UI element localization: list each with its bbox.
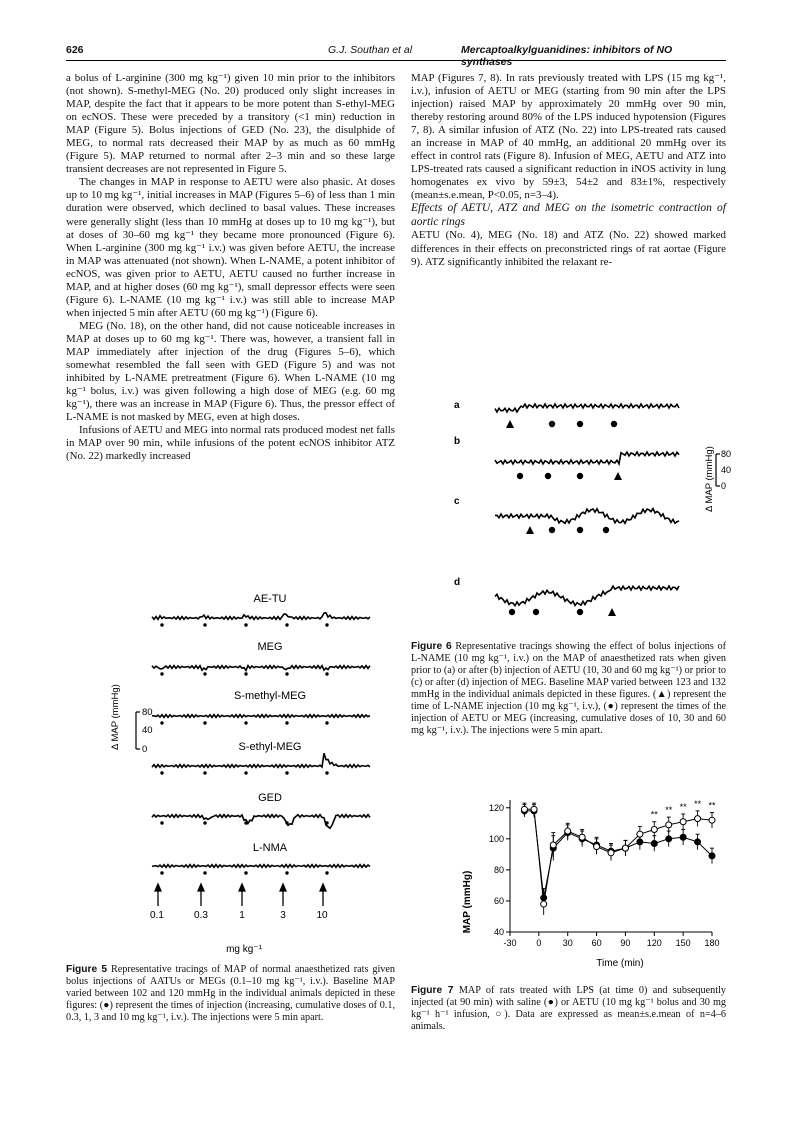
dose-arrow-head — [280, 884, 286, 891]
figure-5-trace-4 — [152, 815, 370, 829]
data-point — [594, 844, 600, 850]
injection-dot — [285, 623, 288, 626]
injection-dot — [285, 771, 288, 774]
l-name-triangle — [506, 420, 514, 428]
injection-dot — [517, 473, 523, 479]
trace-label-ged: GED — [258, 792, 282, 804]
figure-5-trace-3 — [152, 753, 370, 767]
injection-dot — [244, 771, 247, 774]
data-point — [680, 834, 686, 840]
left-paragraph-3: MEG (No. 18), on the other hand, did not cause noticeable increases in MAP at doses up to 60 mg kg⁻¹. There was, however, a transient fall in MAP immediately after injection of the drug (Figures 5–6), which somewhat resembled the fall seen with GED (Figure 5) and was not inhibited by L-NAME pretreatment (Figure 6). When L-NAME (10 mg kg⁻¹ bolus, i.v.) was given following a high dose of MEG (e.g. 60 mg kg⁻¹), there was an increase in MAP (Figure 6). Thus, the pressor effect of L-NAME is not masked by MEG, even at high doses. — [66, 319, 395, 424]
trace-label-l-nma: L-NMA — [252, 842, 288, 854]
injection-dot — [509, 609, 515, 615]
data-point — [579, 834, 585, 840]
significance-marker: ** — [679, 801, 687, 812]
figure-7-caption-label: Figure 7 — [411, 985, 454, 996]
injection-dot — [160, 871, 163, 874]
x-tick-label: 150 — [675, 938, 691, 948]
injection-dot — [577, 473, 583, 479]
injection-dot — [160, 672, 163, 675]
trace-label-aetu: AE-TU — [253, 593, 287, 605]
figure-5-caption-label: Figure 5 — [66, 964, 108, 975]
dose-label-3: 3 — [280, 910, 286, 921]
y-tick-label: 80 — [493, 864, 504, 875]
data-point — [637, 831, 643, 837]
left-paragraph-1: a bolus of L-arginine (300 mg kg⁻¹) given 10 min prior to the inhibitors (not shown). S-methyl-MEG (No. 20) produced only slight increases in MAP, despite the fact that it appears to be more potent than S-ethyl-MEG on ecNOS. These were preceded by a transitory (<1 min) reduction in MAP (Figure 5). Bolus injections of GED (No. 23), the disulphide of MEG, to normal rats decreased their MAP by as much as 60 mmHg (Figure 5). MAP returned to normal after 2–3 min and so these large transient decreases are not represented in Figure 5. — [66, 72, 395, 176]
injection-dot — [160, 721, 163, 724]
figure-7-caption — [411, 985, 726, 1033]
data-point — [541, 901, 547, 907]
figure-5-trace-2 — [152, 715, 370, 718]
injection-dot — [203, 771, 206, 774]
injection-dot — [160, 771, 163, 774]
running-title: Mercaptoalkylguanidines: inhibitors of NO synthases — [461, 44, 673, 68]
x-tick-label: 60 — [591, 938, 602, 948]
data-point — [695, 816, 701, 822]
injection-dot — [244, 721, 247, 724]
data-point — [666, 836, 672, 842]
y-tick-label: 100 — [488, 833, 504, 844]
injection-dot — [325, 672, 328, 675]
running-author: G.J. Southan et al — [328, 44, 413, 56]
data-point — [565, 828, 571, 834]
panel-label-b: b — [454, 436, 461, 447]
x-tick-label: 0 — [536, 938, 542, 948]
injection-dot — [203, 623, 206, 626]
dose-arrow-head — [320, 884, 326, 891]
scale-tick-0: 0 — [142, 744, 148, 755]
significance-marker: ** — [694, 798, 702, 809]
data-point — [666, 822, 672, 828]
data-point — [651, 827, 657, 833]
l-name-triangle — [608, 608, 616, 616]
figure-5 — [110, 588, 400, 960]
injection-dot — [549, 421, 555, 427]
l-name-triangle — [526, 526, 534, 534]
scale-tick-0: 0 — [721, 481, 727, 491]
figure-7-caption-text: MAP of rats treated with LPS (at time 0) and subsequently injected (at 90 min) with saline (●) or AETU (10 mg kg⁻¹ bolus and 30 mg kg⁻¹ h⁻¹ infusion, ○). Data are expressed as mean±s.e.mean of n=4–6 animals. — [411, 985, 726, 1032]
injection-dot — [203, 821, 206, 824]
right-paragraph-1: MAP (Figures 7, 8). In rats previously treated with LPS (15 mg kg⁻¹, i.v.), infusion of AETU or MEG (starting from 90 min after the LPS injection) raised MAP by approximately 20 mmHg over 90 min, thereby restoring around 80% of the LPS induced hypotension (Figures 7, 8). A similar infusion of ATZ (No. 22) into LPS-treated rats caused an increase in MAP of 40 mmHg, an additional 20 mmHg over its effect in control rats (Figure 8). Infusion of MEG, AETU and ATZ into LPS-treated rats caused a significant reduction in iNOS activity in lung homogenates ex vivo by 59±3, 54±2 and 83±1%, respectively (mean±s.e.mean, P<0.05, n=3–4). — [411, 72, 726, 202]
data-point — [550, 842, 556, 848]
dose-arrow-head — [198, 884, 204, 891]
y-tick-label: 40 — [493, 927, 504, 937]
injection-dot — [244, 623, 247, 626]
injection-dot — [244, 871, 247, 874]
trace-label-s-ethyl-meg: S-ethyl-MEG — [238, 741, 302, 753]
figure-6-caption — [411, 641, 726, 737]
page-number: 626 — [66, 44, 84, 56]
figure-6-trace-3 — [495, 586, 679, 606]
figure-5-scale-bar — [110, 684, 153, 755]
injection-dot — [203, 871, 206, 874]
figure-6-caption-text: Representative tracings showing the effect of bolus injections of L-NAME (10 mg kg⁻¹, i.v.) on the MAP of anaesthetized rats when given prior to (a) or after (b) injection of AETU (10, 30 and 60 mg kg⁻¹) or prior to (c) or after (d) injection of MEG. Baseline MAP varied between 123 and 132 mmHg in the individual animals depicted in these figures. (▲) represent the time of L-NAME injection (10 mg kg⁻¹, i.v.), (●) represent the times of the injection of AETU or MEG (increasing, cumulative doses of 10, 30 and 60 mg kg⁻¹, i.v.). The injections were 5 min apart. — [411, 641, 726, 736]
data-point — [709, 853, 715, 859]
l-name-triangle — [614, 472, 622, 480]
figure-6-scale-bar — [704, 446, 731, 512]
right-column — [411, 72, 726, 269]
injection-dot — [203, 721, 206, 724]
dose-arrow-head — [239, 884, 245, 891]
injection-dot — [285, 821, 288, 824]
injection-dot — [160, 623, 163, 626]
figure-5-caption — [66, 964, 395, 1024]
significance-marker: ** — [708, 800, 716, 811]
left-paragraph-4: Infusions of AETU and MEG into normal rats produced modest net falls in MAP over 90 min, while infusions of the potent ecNOS inhibitor ATZ (No. 22) markedly increased — [66, 424, 395, 463]
panel-label-c: c — [454, 496, 460, 507]
x-tick-label: 180 — [704, 938, 720, 948]
injection-dot — [545, 473, 551, 479]
injection-dot — [285, 672, 288, 675]
panel-label-d: d — [454, 577, 461, 588]
x-tick-label: -30 — [503, 938, 517, 948]
injection-dot — [325, 871, 328, 874]
right-paragraph-2: AETU (No. 4), MEG (No. 18) and ATZ (No. 22) showed marked differences in their effects on preconstricted rings of rat aortae (Figure 9). ATZ significantly inhibited the relaxant re- — [411, 229, 726, 268]
dose-arrow-head — [155, 884, 161, 891]
injection-dot — [533, 609, 539, 615]
injection-dot — [244, 672, 247, 675]
significance-marker: ** — [665, 805, 673, 816]
injection-dot — [577, 609, 583, 615]
data-point — [651, 840, 657, 846]
dose-label-1: 1 — [239, 910, 245, 921]
scale-tick-40: 40 — [721, 465, 732, 475]
scale-tick-40: 40 — [142, 725, 153, 736]
figure-6-trace-2 — [495, 509, 679, 524]
data-point — [622, 845, 628, 851]
figure-5-trace-5 — [152, 865, 370, 868]
figure-7-xlabel: Time (min) — [596, 958, 644, 969]
data-point — [709, 817, 715, 823]
dose-label-0-1: 0.1 — [150, 910, 164, 921]
injection-dot — [611, 421, 617, 427]
injection-dot — [285, 721, 288, 724]
figure-5-trace-1 — [152, 666, 370, 671]
data-point — [521, 806, 527, 812]
scale-tick-80: 80 — [721, 449, 732, 459]
figure-6-caption-label: Figure 6 — [411, 641, 452, 652]
scale-label: Δ MAP (mmHg) — [110, 684, 121, 750]
injection-dot — [577, 527, 583, 533]
figure-6-trace-1 — [495, 452, 679, 464]
injection-dot — [244, 821, 247, 824]
figure-7-ylabel: MAP (mmHg) — [462, 870, 473, 934]
page-header — [66, 44, 726, 68]
injection-dot — [603, 527, 609, 533]
left-paragraph-2: The changes in MAP in response to AETU were also phasic. At doses up to 10 mg kg⁻¹, initial increases in MAP (Figures 5–6) of less than 1 min duration were observed, which declined to basal values. These increases were generally slight (less than 10 mmHg at doses up to 10 mg kg⁻¹), but at doses of 30–60 mg kg⁻¹ they became more pronounced (Figure 6). When L-arginine (300 mg kg⁻¹ i.v.) was given before AETU, the increase in MAP was attenuated (not shown). When L-NAME, a potent inhibitor of ecNOS, was given prior to AETU, AETU caused no further increase in MAP, and at higher doses (60 mg kg⁻¹), small depressor effects were seen (Figure 6). L-NAME (10 mg kg⁻¹ i.v.) was still able to increase MAP when injected 5 min after AETU (60 mg kg⁻¹) (Figure 6). — [66, 176, 395, 319]
dose-unit: mg kg⁻¹ — [226, 944, 262, 955]
data-point — [695, 839, 701, 845]
injection-dot — [325, 771, 328, 774]
figure-6 — [440, 388, 730, 628]
left-column — [66, 72, 395, 463]
injection-dot — [325, 721, 328, 724]
scale-label: Δ MAP (mmHg) — [704, 446, 715, 512]
dose-label-10: 10 — [316, 910, 328, 921]
x-tick-label: 90 — [620, 938, 631, 948]
x-tick-label: 30 — [562, 938, 573, 948]
injection-dot — [160, 821, 163, 824]
panel-label-a: a — [454, 400, 460, 411]
y-tick-label: 120 — [488, 802, 504, 813]
figure-6-trace-0 — [495, 404, 679, 412]
x-tick-label: 120 — [646, 938, 662, 948]
injection-dot — [325, 623, 328, 626]
figure-5-trace-0 — [152, 613, 370, 620]
significance-marker: ** — [650, 809, 658, 820]
data-point — [608, 850, 614, 856]
data-point — [680, 819, 686, 825]
data-point — [531, 806, 537, 812]
injection-dot — [325, 821, 328, 824]
figure-5-caption-text: Representative tracings of MAP of normal anaesthetized rats given bolus injections of AATUs or MEGs (0.1–10 mg kg⁻¹, i.v.). Baseline MAP varied between 102 and 120 mmHg in the individual animals depicted in these figures: (●) represent the times of injection (increasing, cumulative doses of 0.1, 0.3, 1, 3 and 10 mg kg⁻¹, i.v.). The injections were 5 min apart. — [66, 964, 395, 1023]
injection-dot — [285, 871, 288, 874]
trace-label-s-methyl-meg: S-methyl-MEG — [233, 690, 307, 702]
y-tick-label: 60 — [493, 895, 504, 906]
trace-label-meg: MEG — [257, 641, 283, 653]
injection-dot — [577, 421, 583, 427]
injection-dot — [203, 672, 206, 675]
figure-7-chart — [450, 790, 720, 970]
section-subheading: Effects of AETU, ATZ and MEG on the isometric contraction of aortic rings — [411, 202, 726, 228]
dose-label-0-3: 0.3 — [194, 910, 208, 921]
injection-dot — [549, 527, 555, 533]
scale-tick-80: 80 — [142, 707, 153, 718]
